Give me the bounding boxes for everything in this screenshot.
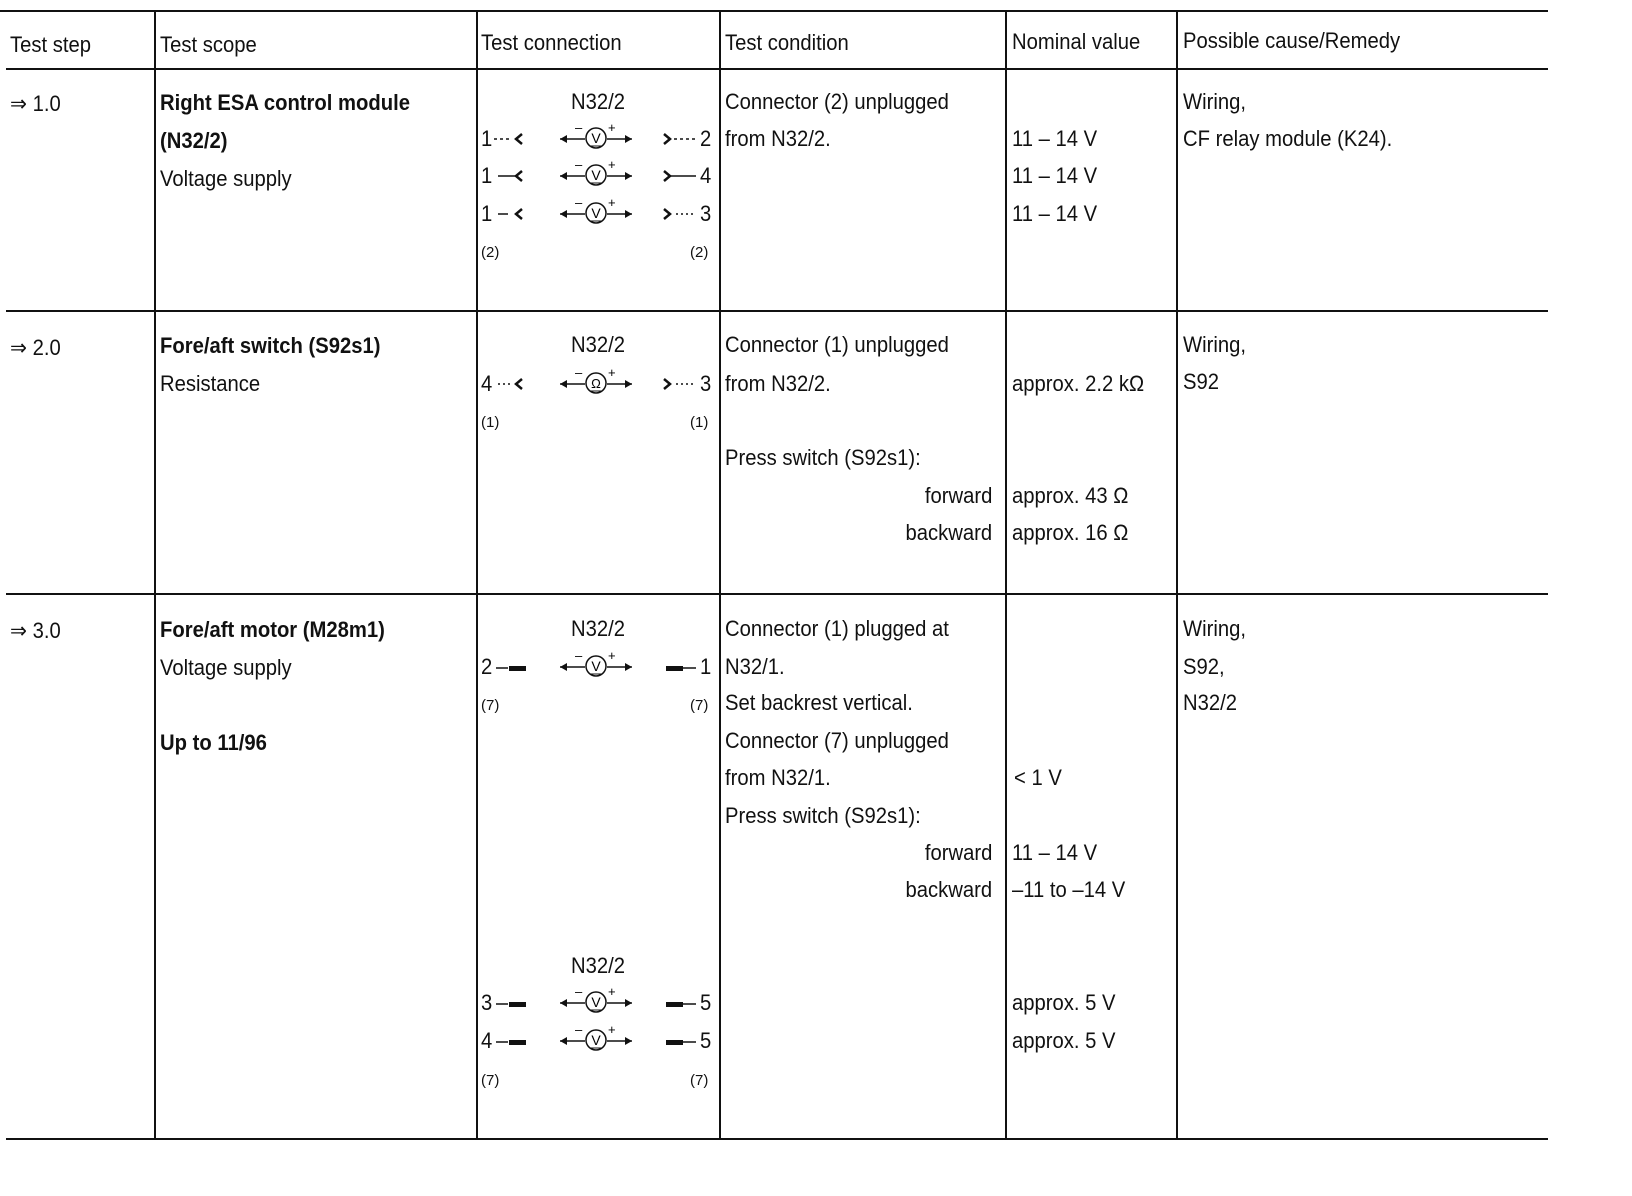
row-1-nominal-3: 11 – 14 V	[1012, 201, 1098, 226]
row-1-pin-3-left: 1	[481, 201, 493, 226]
row-3-probe2-right-1	[662, 995, 702, 1011]
row-3-nominal-5: approx. 5 V	[1012, 1028, 1116, 1053]
row-3-voltmeter-icon-3	[558, 1024, 638, 1054]
row-1-cause-1: Wiring,	[1183, 89, 1246, 114]
row-3-pin2-1-left: 3	[481, 990, 493, 1015]
row-3-connector-label-2: N32/2	[570, 953, 626, 978]
row-3-meter-1-symbol: V	[591, 658, 601, 674]
row-3-nominal-4: approx. 5 V	[1012, 990, 1116, 1015]
row-2-scope-sub: Resistance	[160, 371, 261, 396]
row-2-conn-left-ref: (1)	[481, 414, 500, 431]
row-1-pin-1-left: 1	[481, 126, 493, 151]
row-3-scope-note: Up to 11/96	[160, 730, 267, 755]
row-1-nominal-1: 11 – 14 V	[1012, 126, 1098, 151]
row-1-condition-line-2: from N32/2.	[725, 126, 831, 151]
row-2-bottom-border	[6, 593, 1548, 595]
row-3-pin2-1-right: 5	[700, 990, 712, 1015]
row-1-conn-left-ref: (2)	[481, 244, 500, 261]
svg-text:–: –	[575, 1022, 583, 1037]
col-divider-3	[719, 10, 721, 1140]
row-1-pin-2-left: 1	[481, 163, 493, 188]
svg-text:+: +	[608, 365, 616, 380]
row-3-cause-1: Wiring,	[1183, 616, 1246, 641]
row-3-step: ⇒ 3.0	[10, 618, 61, 643]
row-1-probe-right-2	[660, 168, 700, 184]
table-top-border	[0, 10, 1548, 12]
row-2-scope-title: Fore/aft switch (S92s1)	[160, 333, 381, 358]
svg-text:+: +	[608, 195, 616, 210]
svg-text:+: +	[608, 157, 616, 172]
row-3-nominal-2: 11 – 14 V	[1012, 840, 1098, 865]
row-1-meter-2-symbol: V	[591, 167, 601, 183]
row-1-scope-title-2: (N32/2)	[160, 128, 228, 153]
svg-text:–: –	[575, 195, 583, 210]
row-3-condition-line-3: Set backrest vertical.	[725, 690, 913, 715]
row-1-pin-3-right: 3	[700, 201, 712, 226]
row-3-conn-right-ref: (7)	[690, 697, 709, 714]
row-1-probe-right-3	[660, 206, 700, 222]
row-2-nominal-2: approx. 43 Ω	[1012, 483, 1129, 508]
svg-text:–: –	[575, 365, 583, 380]
svg-text:–: –	[575, 648, 583, 663]
row-3-condition-forward: forward	[924, 840, 992, 865]
row-2-connector-label: N32/2	[570, 332, 626, 357]
row-3-meter2-1-symbol: V	[591, 994, 601, 1010]
row-2-probe-left-1	[492, 376, 532, 392]
row-3-condition-line-4: Connector (7) unplugged	[725, 728, 949, 753]
row-1-pin-2-right: 4	[700, 163, 712, 188]
row-3-scope-sub: Voltage supply	[160, 655, 292, 680]
row-2-ohmmeter-icon	[558, 367, 638, 397]
row-1-probe-left-2	[492, 168, 532, 184]
row-2-cause-2: S92	[1183, 369, 1220, 394]
row-1-voltmeter-icon-2	[558, 159, 638, 189]
row-1-conn-right-ref: (2)	[690, 244, 709, 261]
row-1-pin-1-right: 2	[700, 126, 712, 151]
row-3-condition-backward: backward	[905, 877, 992, 902]
row-3-pin2-2-right: 5	[700, 1028, 712, 1053]
row-3-nominal-1: < 1 V	[1014, 765, 1062, 790]
row-2-nominal-1: approx. 2.2 kΩ	[1012, 371, 1145, 396]
row-3-meter2-2-symbol: V	[591, 1032, 601, 1048]
row-3-pin-1-left: 2	[481, 654, 493, 679]
row-1-step: ⇒ 1.0	[10, 91, 61, 116]
row-3-cause-3: N32/2	[1183, 690, 1238, 715]
header-test-condition: Test condition	[725, 30, 849, 55]
row-1-condition-line-1: Connector (2) unplugged	[725, 89, 949, 114]
row-3-condition-line-5: from N32/1.	[725, 765, 831, 790]
row-2-meter-symbol: Ω	[591, 376, 601, 391]
row-3-probe2-right-2	[662, 1033, 702, 1049]
header-bottom-border	[6, 68, 1548, 70]
row-2-probe-right-1	[660, 376, 700, 392]
row-3-scope-title: Fore/aft motor (M28m1)	[160, 617, 385, 642]
svg-text:+: +	[608, 120, 616, 135]
row-3-probe-left-1	[496, 659, 536, 675]
row-2-condition-forward: forward	[924, 483, 992, 508]
row-2-condition-line-3: Press switch (S92s1):	[725, 445, 921, 470]
row-3-voltmeter-icon-1	[558, 650, 638, 680]
row-3-probe-right-1	[662, 659, 702, 675]
row-3-condition-line-1: Connector (1) plugged at	[725, 616, 949, 641]
row-2-step: ⇒ 2.0	[10, 335, 61, 360]
row-3-condition-line-6: Press switch (S92s1):	[725, 803, 921, 828]
row-1-probe-right-1	[660, 131, 700, 147]
svg-text:+: +	[608, 1022, 616, 1037]
header-nominal-value: Nominal value	[1012, 29, 1141, 54]
row-3-nominal-3: –11 to –14 V	[1012, 877, 1126, 902]
row-3-conn2-right-ref: (7)	[690, 1072, 709, 1089]
row-3-conn-left-ref: (7)	[481, 697, 500, 714]
row-1-bottom-border	[6, 310, 1548, 312]
row-3-pin-1-right: 1	[700, 654, 712, 679]
header-test-connection: Test connection	[481, 30, 622, 55]
row-3-condition-line-2: N32/1.	[725, 654, 785, 679]
row-2-condition-backward: backward	[905, 520, 992, 545]
row-2-pin-1-left: 4	[481, 371, 493, 396]
row-1-probe-left-1	[492, 131, 532, 147]
row-3-voltmeter-icon-2	[558, 986, 638, 1016]
col-divider-5	[1176, 10, 1178, 1140]
row-3-cause-2: S92,	[1183, 654, 1225, 679]
table-bottom-border	[6, 1138, 1548, 1140]
row-2-condition-line-2: from N32/2.	[725, 371, 831, 396]
row-1-meter-1-symbol: V	[591, 130, 601, 146]
header-test-scope: Test scope	[160, 32, 257, 57]
row-1-scope-sub: Voltage supply	[160, 166, 292, 191]
svg-text:+: +	[608, 648, 616, 663]
row-1-cause-2: CF relay module (K24).	[1183, 126, 1393, 151]
col-divider-2	[476, 10, 478, 1140]
row-2-cause-1: Wiring,	[1183, 332, 1246, 357]
row-2-pin-1-right: 3	[700, 371, 712, 396]
row-1-voltmeter-icon-3	[558, 197, 638, 227]
row-1-meter-3-symbol: V	[591, 205, 601, 221]
row-2-nominal-3: approx. 16 Ω	[1012, 520, 1129, 545]
col-divider-1	[154, 10, 156, 1140]
row-3-connector-label: N32/2	[570, 616, 626, 641]
svg-text:+: +	[608, 984, 616, 999]
col-divider-4	[1005, 10, 1007, 1140]
svg-text:–: –	[575, 120, 583, 135]
row-3-probe2-left-2	[496, 1033, 536, 1049]
row-1-probe-left-3	[492, 206, 532, 222]
row-2-condition-line-1: Connector (1) unplugged	[725, 332, 949, 357]
svg-text:–: –	[575, 157, 583, 172]
row-3-probe2-left-1	[496, 995, 536, 1011]
row-1-voltmeter-icon-1	[558, 122, 638, 152]
row-2-conn-right-ref: (1)	[690, 414, 709, 431]
header-test-step: Test step	[10, 32, 92, 57]
row-1-scope-title: Right ESA control module	[160, 90, 410, 115]
row-1-nominal-2: 11 – 14 V	[1012, 163, 1098, 188]
row-3-pin2-2-left: 4	[481, 1028, 493, 1053]
header-possible-cause: Possible cause/Remedy	[1183, 28, 1401, 53]
row-3-conn2-left-ref: (7)	[481, 1072, 500, 1089]
row-1-connector-label: N32/2	[570, 89, 626, 114]
svg-text:–: –	[575, 984, 583, 999]
